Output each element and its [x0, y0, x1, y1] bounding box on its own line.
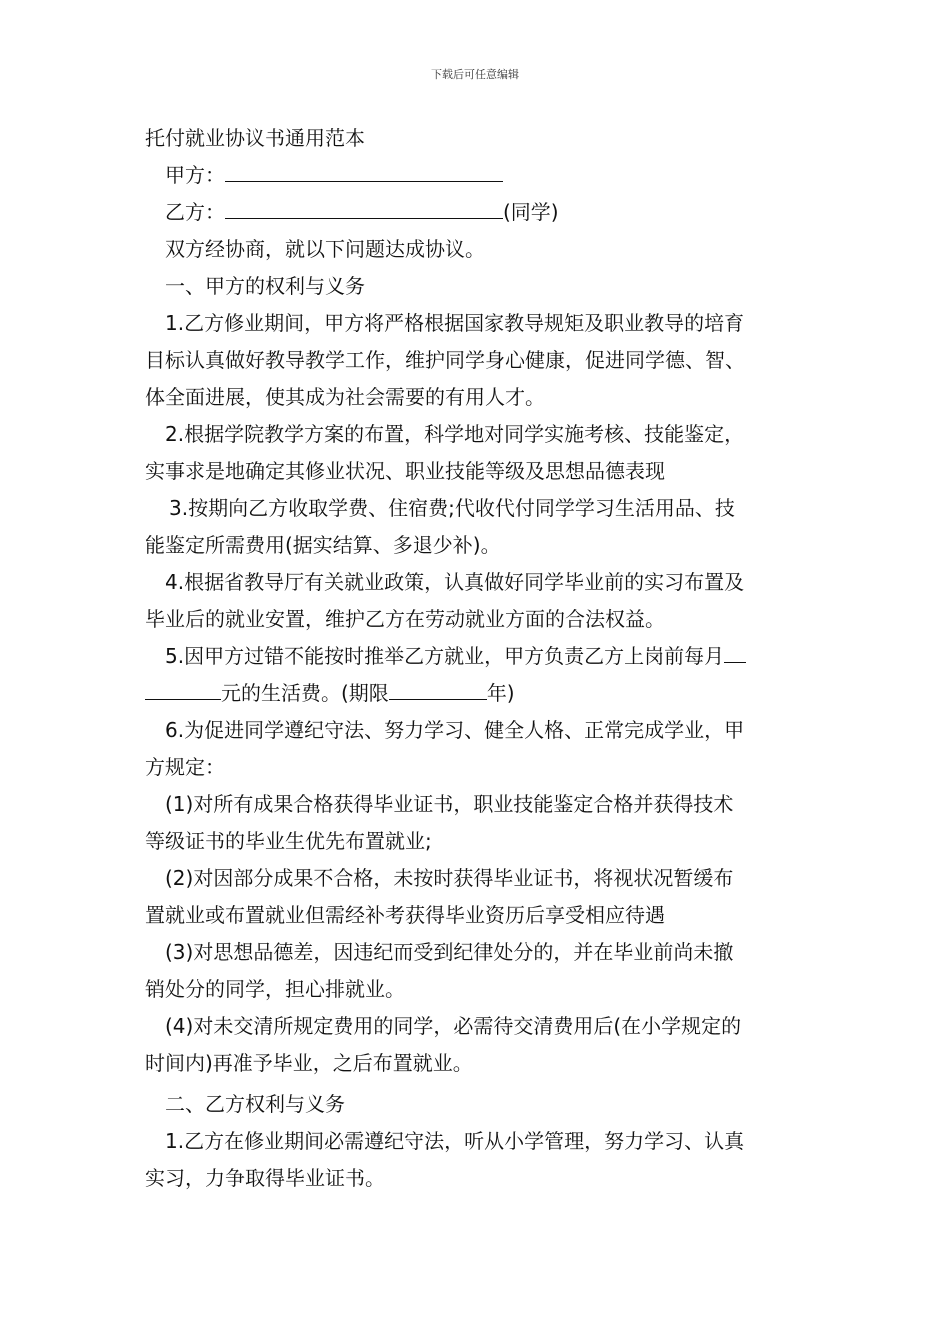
paragraph-line: 1.乙方修业期间，甲方将严格根据国家教导规矩及职业教导的培育 — [165, 311, 745, 335]
paragraph-line: 方规定： — [145, 755, 225, 779]
paragraph-line: 目标认真做好教导教学工作，维护同学身心健康，促进同学德、智、 — [145, 348, 745, 372]
paragraph-line: 4.根据省教导厅有关就业政策，认真做好同学毕业前的实习布置及 — [165, 570, 745, 594]
paragraph-text: 年) — [486, 681, 515, 705]
paragraph-line: (4)对未交清所规定费用的同学，必需待交清费用后(在小学规定的 — [165, 1014, 742, 1038]
paragraph-line: 等级证书的毕业生优先布置就业; — [145, 829, 432, 853]
paragraph-line: 能鉴定所需费用(据实结算、多退少补)。 — [145, 533, 501, 557]
paragraph-line: 2.根据学院教学方案的布置，科学地对同学实施考核、技能鉴定， — [165, 422, 745, 446]
paragraph-line: (2)对因部分成果不合格，未按时获得毕业证书，将视状况暂缓布 — [165, 866, 734, 890]
allowance-blank-start — [724, 638, 746, 663]
term-blank — [389, 675, 487, 700]
header-note: 下载后可任意编辑 — [431, 68, 519, 81]
item5-line2 — [145, 675, 810, 712]
paragraph-line: 时间内)再准予毕业，之后布置就业。 — [145, 1051, 473, 1075]
party-b-blank — [225, 194, 503, 219]
paragraph-line: 置就业或布置就业但需经补考获得毕业资历后享受相应待遇 — [145, 903, 665, 927]
allowance-blank — [145, 675, 221, 700]
party-b-suffix: (同学) — [503, 200, 559, 224]
document-body — [145, 120, 810, 1197]
paragraph-text: 元的生活费。(期限 — [221, 681, 389, 705]
party-a-line — [145, 157, 810, 194]
paragraph-line: 实习，力争取得毕业证书。 — [145, 1166, 385, 1190]
section2-heading: 二、乙方权利与义务 — [165, 1092, 345, 1116]
document-title: 托付就业协议书通用范本 — [145, 126, 365, 150]
paragraph-line: (1)对所有成果合格获得毕业证书，职业技能鉴定合格并获得技术 — [165, 792, 734, 816]
party-a-blank — [225, 157, 503, 182]
party-a-label: 甲方： — [165, 163, 225, 187]
paragraph-line: 毕业后的就业安置，维护乙方在劳动就业方面的合法权益。 — [145, 607, 665, 631]
intro-paragraph: 双方经协商，就以下问题达成协议。 — [165, 237, 485, 261]
paragraph-line: 销处分的同学，担心排就业。 — [145, 977, 405, 1001]
party-b-label: 乙方： — [165, 200, 225, 224]
paragraph-line: 体全面进展，使其成为社会需要的有用人才。 — [145, 385, 545, 409]
section1-heading: 一、甲方的权利与义务 — [165, 274, 365, 298]
paragraph-line: 实事求是地确定其修业状况、职业技能等级及思想品德表现 — [145, 459, 665, 483]
paragraph-line: 3.按期向乙方收取学费、住宿费;代收代付同学学习生活用品、技 — [169, 496, 735, 520]
paragraph-line: 1.乙方在修业期间必需遵纪守法，听从小学管理，努力学习、认真 — [165, 1129, 745, 1153]
paragraph-line: 6.为促进同学遵纪守法、努力学习、健全人格、正常完成学业，甲 — [165, 718, 745, 742]
party-b-line — [145, 194, 810, 231]
item5-line1 — [145, 638, 810, 675]
paragraph-text: 5.因甲方过错不能按时推举乙方就业，甲方负责乙方上岗前每月 — [165, 644, 725, 668]
paragraph-line: (3)对思想品德差，因违纪而受到纪律处分的，并在毕业前尚未撤 — [165, 940, 734, 964]
